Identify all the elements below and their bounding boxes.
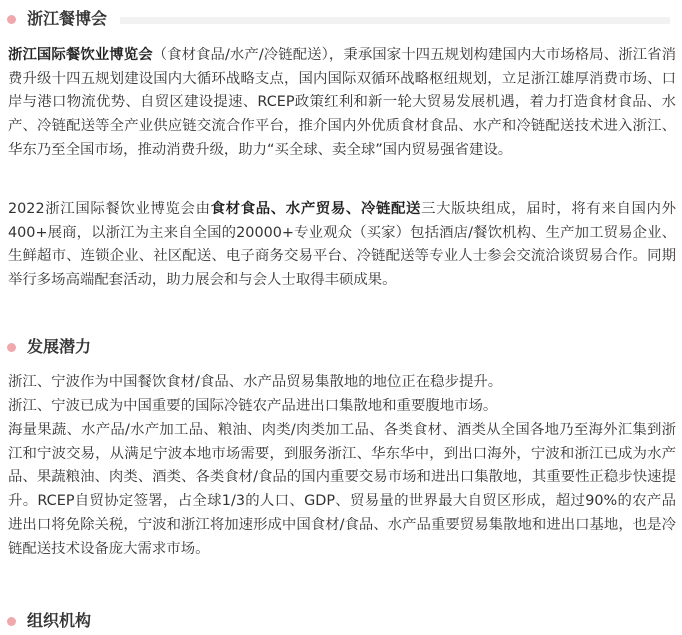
paragraph-text: 2022浙江国际餐饮业博览会由 [8, 201, 211, 217]
bold-sectors: 食材食品、水产贸易、冷链配送 [210, 201, 422, 217]
paragraph-expo-details [8, 198, 676, 293]
bullet-dot-icon [7, 15, 16, 24]
section-header-potential [0, 333, 682, 363]
paragraph-expo-intro [8, 44, 676, 163]
paragraph-potential-1: 浙江、宁波作为中国餐饮食材/食品、水产品贸易集散地的地位正在稳步提升。 [8, 374, 503, 390]
paragraph-text: （食材食品/水产/冷链配送），秉承国家十四五规划构建国内大市场格局、浙江省消费升级十四五规划建设国内大循环战略支点，国内国际双循环战略枢纽规划，立足浙江雄厚消费市场、口岸与港口物流优势、自贸区建设提速、RCEP政策红利和新一轮大贸易发展机遇，着力打造食材食品、水产、冷链配送等全产业供应链交流合作平台，推介国内外优质食材食品、水产和冷链配送技术进入浙江、华东乃至全国市场，推动消费升级，助力“买全球、卖全球”国内贸易强省建设。 [8, 47, 676, 158]
section-header-expo [0, 4, 682, 34]
section-title: 浙江餐博会 [27, 9, 108, 28]
bullet-dot-icon [7, 617, 16, 626]
section-header-organization [0, 605, 682, 635]
section-title: 组织机构 [27, 611, 92, 630]
header-divider-bar [120, 17, 670, 24]
bullet-dot-icon [7, 343, 16, 352]
paragraph-potential-2: 浙江、宁波已成为中国重要的国际冷链农产品进出口集散地和重要腹地市场。 [8, 398, 498, 414]
paragraph-text: 三大版块组成，届时，将有来自国内外400+展商，以浙江为主来自全国的20000+专业观众（买家）包括酒店/餐饮机构、生产加工贸易企业、生鲜超市、连锁企业、社区配送、电子商务交易平台、冷链配送等专业人士参会交流洽谈贸易合作。同期举行多场高端配套活动，助力展会和与会人士取得丰硕成果。 [8, 201, 676, 289]
section-title: 发展潜力 [27, 337, 92, 356]
bold-expo-name: 浙江国际餐饮业博览会 [8, 47, 153, 63]
paragraph-potential-3: 海量果蔬、水产品/水产加工品、粮油、肉类/肉类加工品、各类食材、酒类从全国各地乃至海外汇集到浙江和宁波交易，从满足宁波本地市场需要，到服务浙江、华东华中，到出口海外，宁波和浙江已成为水产品、果蔬粮油、肉类、酒类、各类食材/食品的国内重要交易市场和进出口集散地，其重要性正稳步快速提升。RCEP自贸协定签署，占全球1/3的人口、GDP、贸易量的世界最大自贸区形成，超过90%的农产品进出口将免除关税，宁波和浙江将加速形成中国食材/食品、水产品重要贸易集散地和进出口基地，也是冷链配送技术设备庞大需求市场。 [8, 422, 676, 557]
